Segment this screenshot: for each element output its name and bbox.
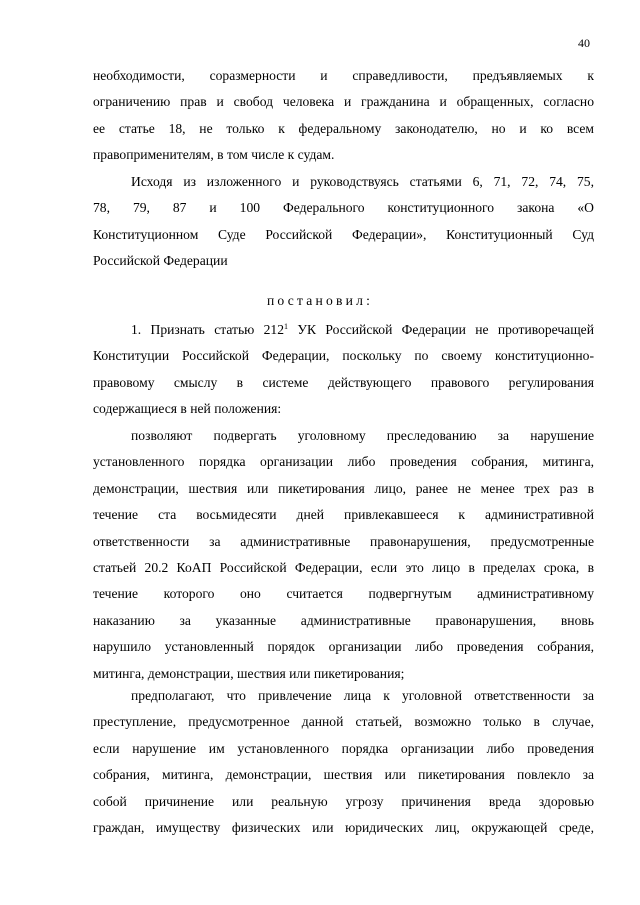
text-line: ее статье 18, не только к федеральному законодателю, но и ко всем (93, 120, 594, 136)
text-line: ограничению прав и свобод человека и гражданина и обращенных, согласно (93, 94, 594, 110)
text-line: если нарушение им установленного порядка организации либо проведения (93, 740, 594, 756)
text-line: Исходя из изложенного и руководствуясь статьями 6, 71, 72, 74, 75, (131, 174, 594, 189)
paragraph-assumes (93, 683, 594, 841)
text-line: правоприменителям, в том числе к судам. (93, 147, 335, 163)
text-line: 78, 79, 87 и 100 Федерального конституционного закона «О (93, 200, 594, 216)
text-line: Конституционном Суде Российской Федерации», Конституционный Суд (93, 226, 594, 242)
text-line: Российской Федерации (93, 253, 228, 269)
text-line-with-superscript (93, 317, 594, 343)
item-prefix: 1. Признать статью 212 (131, 322, 285, 337)
text-line: Конституции Российской Федерации, поскольку по своему конституционно- (93, 348, 594, 364)
text-line: наказанию за указанные административные правонарушения, вновь (93, 612, 594, 628)
paragraph-basis (93, 169, 594, 275)
text-line: установленного порядка организации либо проведения собрания, митинга, (93, 454, 594, 470)
text-line: преступление, предусмотренное данной статьей, возможно только в случае, (93, 714, 594, 730)
paragraph-continuation (93, 63, 594, 169)
text-line: собрания, митинга, демонстрации, шествия или пикетирования повлекло за (93, 767, 594, 783)
text-line: ответственности за административные правонарушения, предусмотренные (93, 533, 594, 549)
text-line: необходимости, соразмерности и справедливости, предъявляемых к (93, 68, 594, 83)
text-line: позволяют подвергать уголовному преследованию за нарушение (131, 428, 594, 443)
page-number: 40 (578, 36, 590, 50)
text-line: предполагают, что привлечение лица к уголовной ответственности за (131, 688, 594, 703)
item-suffix: УК Российской Федерации не противоречащей (288, 322, 594, 337)
text-line: содержащиеся в ней положения: (93, 401, 282, 417)
text-line: статьей 20.2 КоАП Российской Федерации, если это лицо в пределах срока, в (93, 559, 594, 575)
text-line: митинга, демонстрации, шествия или пикетирования; (93, 665, 405, 681)
text-line: правовому смыслу в системе действующего правового регулирования (93, 374, 594, 390)
text-line: граждан, имуществу физических или юридических лиц, окружающей среде, (93, 819, 594, 835)
paragraph-allows (93, 423, 594, 687)
ruling-item-1 (93, 317, 594, 423)
text-line: демонстрации, шествия или пикетирования лицо, ранее не менее трех раз в (93, 480, 594, 496)
article-superscript: 1 (284, 322, 289, 331)
text-line: собой причинение или реальную угрозу причинения вреда здоровью (93, 793, 594, 809)
text-line: течение ста восьмидесяти дней привлекавшееся к административной (93, 507, 594, 523)
text-line: нарушило установленный порядок организации либо проведения собрания, (93, 639, 594, 655)
ruling-heading: постановил: (266, 293, 374, 308)
text-line: течение которого оно считается подвергнутым административному (93, 586, 594, 602)
